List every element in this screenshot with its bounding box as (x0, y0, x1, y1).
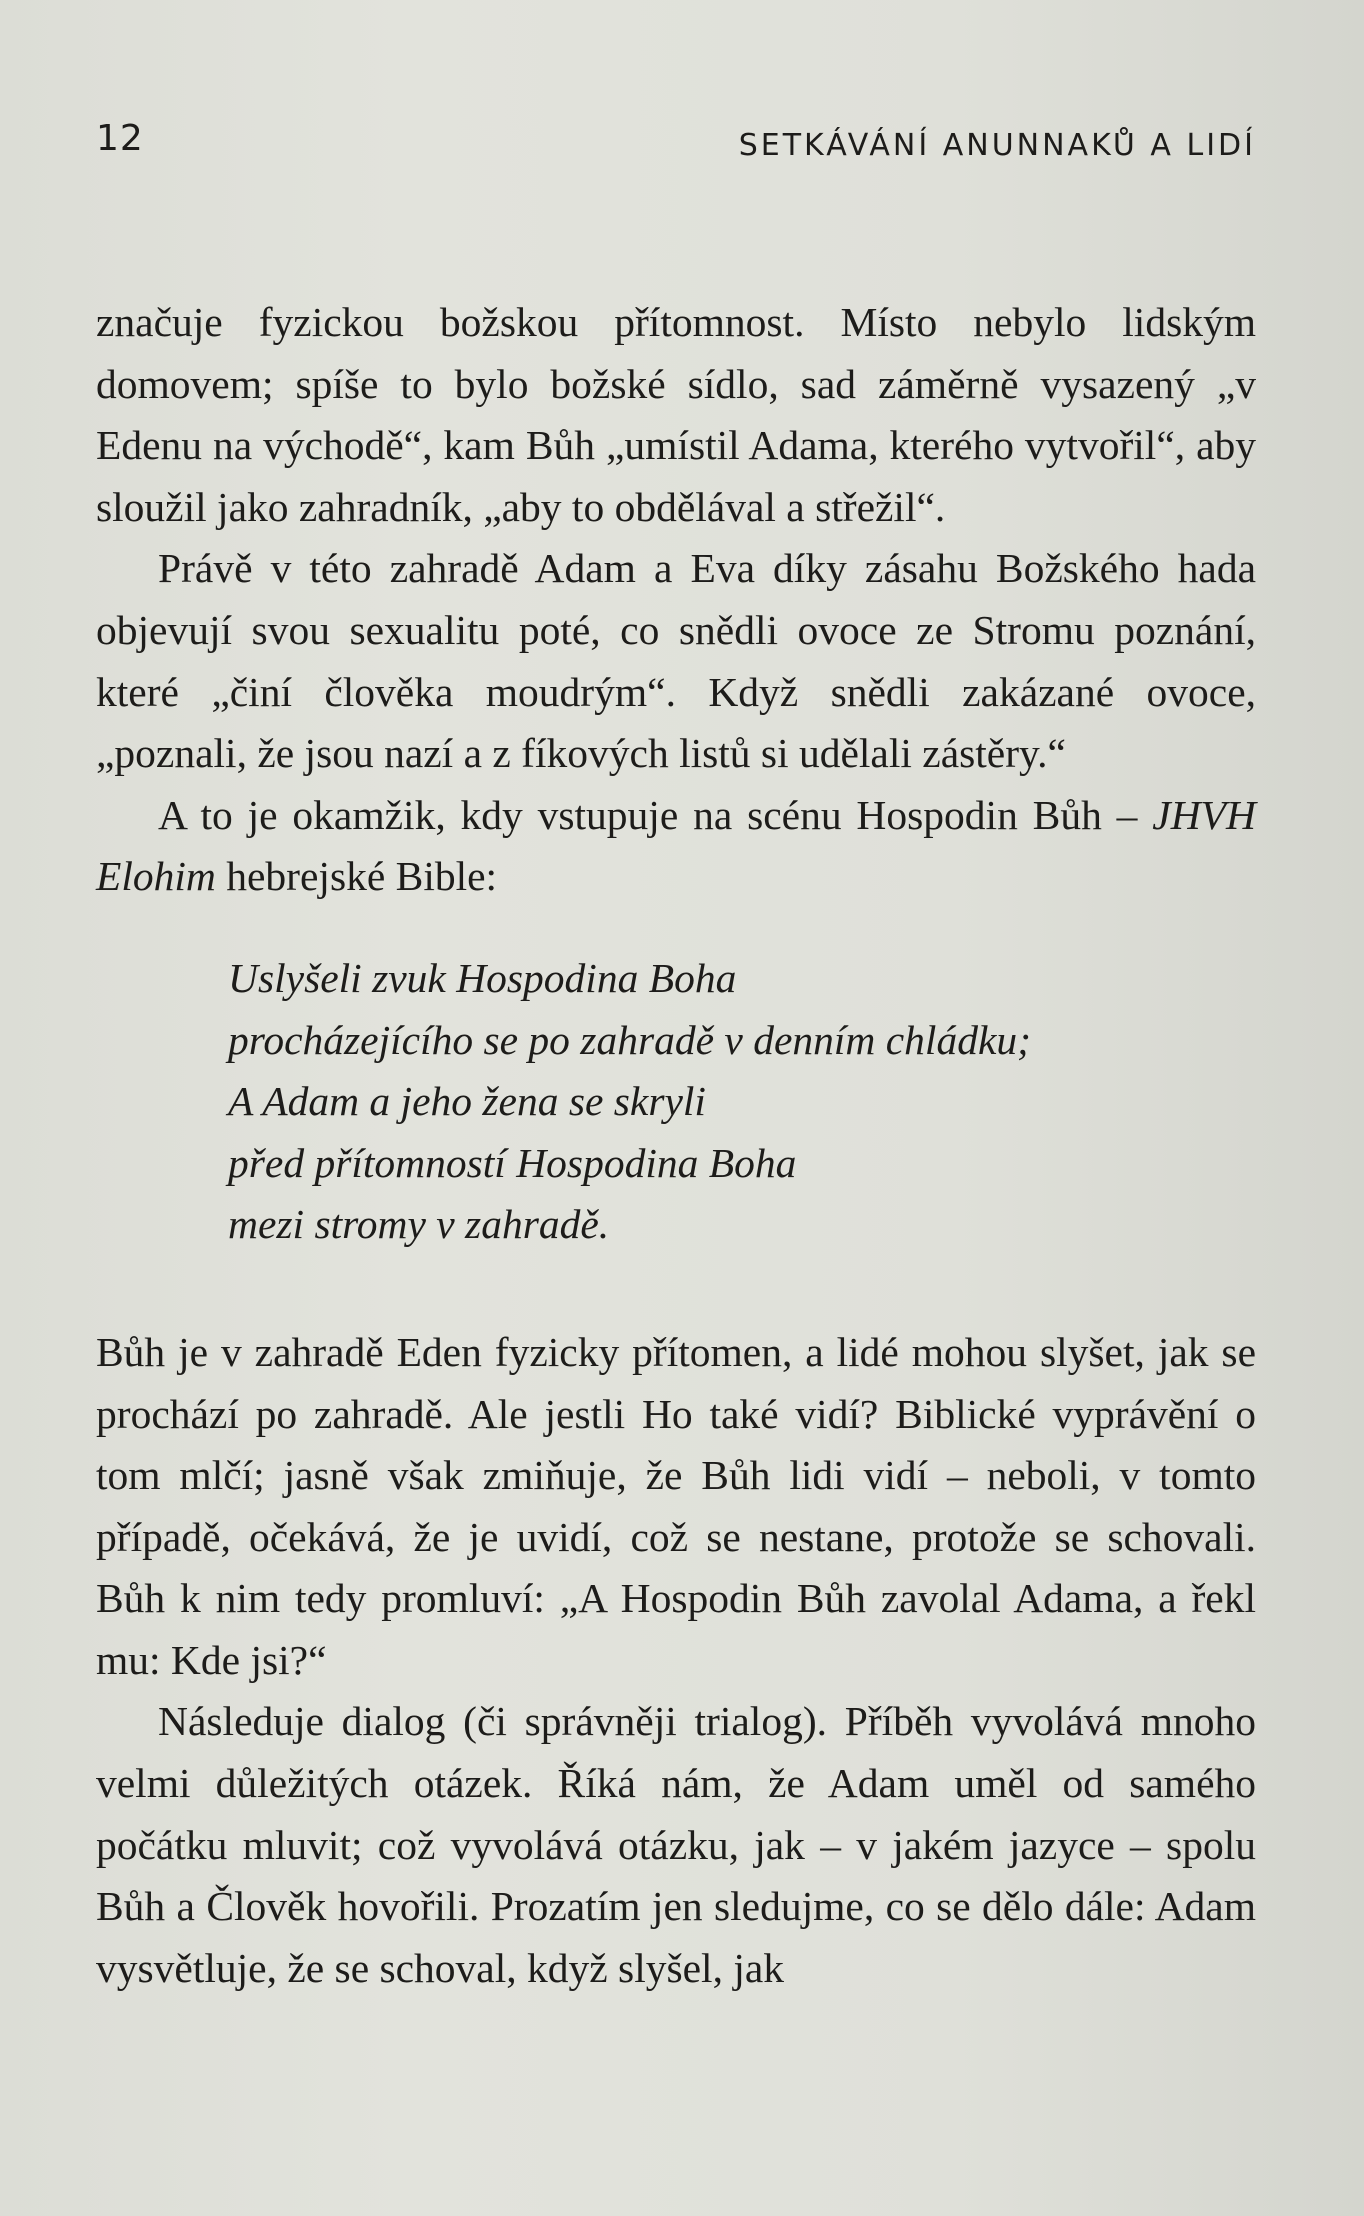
verse-line: procházejícího se po zahradě v denním chládku; (228, 1016, 1031, 1063)
paragraph: značuje fyzickou božskou přítomnost. Místo nebylo lidským domovem; spíše to bylo božské sídlo, sad záměrně vysazený „v Edenu na východě“, kam Bůh „umístil Adama, kterého vytvořil“, aby sloužil jako zahradník, „aby to obdělával a střežil“. (96, 299, 1256, 530)
verse-line: mezi stromy v zahradě. (228, 1201, 610, 1248)
paragraph: Následuje dialog (či správněji trialog). Příběh vyvolává mnoho velmi důležitých otázek. Říká nám, že Adam uměl od samého počátku mluvit; což vyvolává otázku, jak – v jakém jazyce – spolu Bůh a Člověk hovořili. Prozatím jen sledujme, co se dělo dále: Adam vysvětluje, že se schoval, když slyšel, jak (96, 1698, 1256, 1991)
paragraph (96, 785, 1256, 908)
paragraph-text: hebrejské Bible: (215, 853, 498, 900)
verse-quote (228, 948, 1256, 1256)
body-text (96, 292, 1256, 1999)
paragraph: Bůh je v zahradě Eden fyzicky přítomen, a lidé mohou slyšet, jak se prochází po zahradě. Ale jestli Ho také vidí? Biblické vyprávění o tom mlčí; jasně však zmiňuje, že Bůh lidi vidí – neboli, v tomto případě, očekává, že je uvidí, což se nestane, protože se schovali. Bůh k nim tedy promluví: „A Hospodin Bůh zavolal Adama, a řekl mu: Kde jsi?“ (96, 1328, 1256, 1683)
verse-line: A Adam a jeho žena se skryli (228, 1078, 706, 1125)
italic-phrase: JHVH Elohim (96, 791, 1256, 900)
paragraph-text: A to je okamžik, kdy vstupuje na scénu Hospodin Bůh – (158, 791, 1153, 838)
page-number: 12 (96, 118, 144, 159)
verse-line: Uslyšeli zvuk Hospodina Boha (228, 954, 737, 1001)
verse-line: před přítomností Hospodina Boha (228, 1139, 797, 1186)
running-head: SETKÁVÁNÍ ANUNNAKŮ A LIDÍ (738, 128, 1256, 163)
paragraph: Právě v této zahradě Adam a Eva díky zásahu Božského hada objevují svou sexualitu poté, co snědli ovoce ze Stromu poznání, které „činí člověka moudrým“. Když snědli zakázané ovoce, „poznali, že jsou nazí a z fíkových listů si udělali zástěry.“ (96, 545, 1256, 777)
